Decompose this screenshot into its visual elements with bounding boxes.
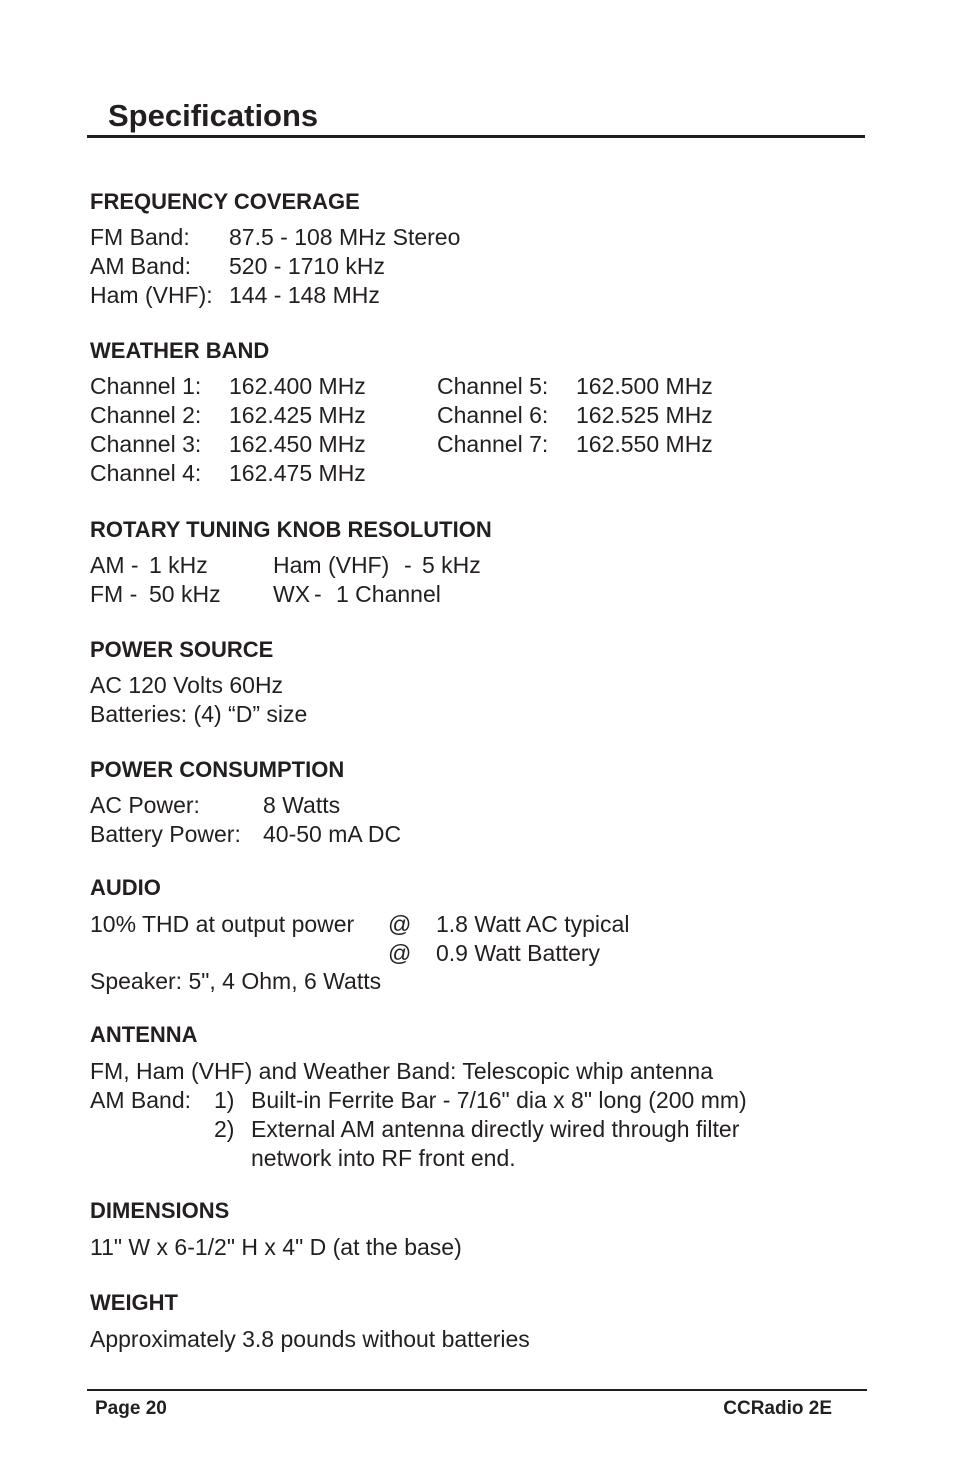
power-source-ac: AC 120 Volts 60Hz — [90, 672, 284, 698]
dimensions-heading: DIMENSIONS — [90, 1198, 230, 1223]
channel-5-value: 162.500 MHz — [576, 373, 713, 399]
fm-resolution-value: 50 kHz — [149, 581, 221, 607]
ham-band-label: Ham (VHF): — [90, 282, 213, 308]
channel-2-label: Channel 2: — [90, 402, 202, 428]
weather-heading: WEATHER BAND — [90, 338, 270, 363]
ac-power-value: 8 Watts — [263, 792, 341, 818]
channel-6-value: 162.525 MHz — [576, 402, 713, 428]
channel-7-value: 162.550 MHz — [576, 431, 713, 457]
channel-2-value: 162.425 MHz — [229, 402, 366, 428]
antenna-item-2-number: 2) — [214, 1116, 235, 1142]
wx-resolution-value: 1 Channel — [336, 581, 441, 607]
speaker-spec: Speaker: 5", 4 Ohm, 6 Watts — [90, 968, 382, 994]
ham-band-value: 144 - 148 MHz — [229, 282, 380, 308]
product-name: CCRadio 2E — [723, 1398, 832, 1419]
at-symbol-ac: @ — [388, 911, 412, 937]
channel-5-label: Channel 5: — [437, 373, 549, 399]
power-source-batteries: Batteries: (4) “D” size — [90, 701, 308, 727]
ham-resolution-label: Ham (VHF) — [273, 552, 390, 578]
audio-battery-value: 0.9 Watt Battery — [436, 940, 601, 966]
power-source-heading: POWER SOURCE — [90, 637, 274, 662]
channel-7-label: Channel 7: — [437, 431, 549, 457]
wx-resolution-dash: - — [314, 581, 322, 607]
ac-power-label: AC Power: — [90, 792, 200, 818]
channel-1-value: 162.400 MHz — [229, 373, 366, 399]
fm-band-value: 87.5 - 108 MHz Stereo — [229, 224, 461, 250]
rotary-heading: ROTARY TUNING KNOB RESOLUTION — [90, 517, 492, 542]
antenna-heading: ANTENNA — [90, 1022, 198, 1047]
dimensions-value: 11" W x 6-1/2" H x 4" D (at the base) — [90, 1234, 462, 1260]
channel-3-value: 162.450 MHz — [229, 431, 366, 457]
am-band-value: 520 - 1710 kHz — [229, 253, 385, 279]
title-rule — [87, 135, 865, 138]
channel-1-label: Channel 1: — [90, 373, 202, 399]
channel-6-label: Channel 6: — [437, 402, 549, 428]
page-title: Specifications — [108, 98, 319, 133]
ham-resolution-value: 5 kHz — [422, 552, 481, 578]
audio-heading: AUDIO — [90, 875, 161, 900]
page-number: Page 20 — [95, 1398, 167, 1419]
fm-resolution-label: FM - — [90, 581, 138, 607]
channel-3-label: Channel 3: — [90, 431, 202, 457]
fm-band-label: FM Band: — [90, 224, 190, 250]
power-consumption-heading: POWER CONSUMPTION — [90, 757, 345, 782]
channel-4-label: Channel 4: — [90, 460, 202, 486]
wx-resolution-label: WX — [273, 581, 311, 607]
weight-value: Approximately 3.8 pounds without batteries — [90, 1326, 530, 1352]
frequency-heading: FREQUENCY COVERAGE — [90, 189, 360, 214]
thd-label: 10% THD at output power — [90, 911, 355, 937]
battery-power-value: 40-50 mA DC — [263, 821, 402, 847]
am-resolution-label: AM - — [90, 552, 139, 578]
antenna-item-2-text: External AM antenna directly wired through filter — [251, 1116, 740, 1142]
weight-heading: WEIGHT — [90, 1290, 178, 1315]
antenna-item-1-number: 1) — [214, 1087, 235, 1113]
am-band-label: AM Band: — [90, 253, 191, 279]
at-symbol-battery: @ — [388, 940, 412, 966]
am-resolution-value: 1 kHz — [149, 552, 208, 578]
antenna-whip: FM, Ham (VHF) and Weather Band: Telescopic whip antenna — [90, 1058, 713, 1084]
battery-power-label: Battery Power: — [90, 821, 241, 847]
channel-4-value: 162.475 MHz — [229, 460, 366, 486]
ham-resolution-dash: - — [404, 552, 412, 578]
audio-ac-value: 1.8 Watt AC typical — [436, 911, 630, 937]
antenna-item-1-text: Built-in Ferrite Bar - 7/16" dia x 8" long (200 mm) — [251, 1087, 747, 1113]
footer-rule — [87, 1389, 867, 1391]
antenna-am-label: AM Band: — [90, 1087, 191, 1113]
antenna-item-2-continuation: network into RF front end. — [251, 1145, 516, 1171]
